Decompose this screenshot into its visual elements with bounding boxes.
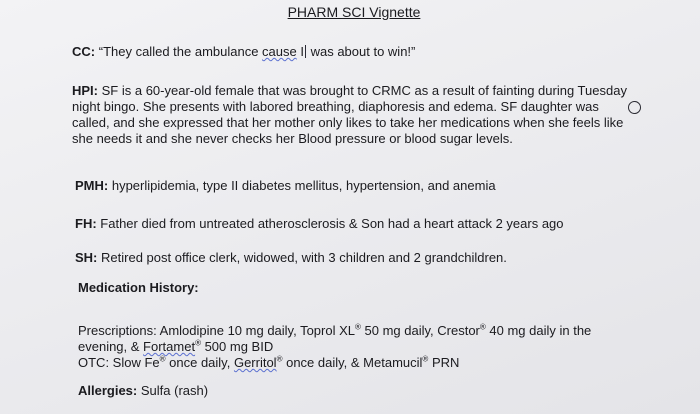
allergies-section — [78, 383, 208, 399]
hpi-line-1: SF is a 60-year-old female that was brought to CRMC as a result of fainting during Tuesday — [101, 83, 627, 98]
sh-text: Retired post office clerk, widowed, with 3 children and 2 grandchildren. — [101, 250, 507, 265]
hpi-line-2: night bingo. She presents with labored breathing, diaphoresis and edema. SF daughter was — [72, 99, 599, 114]
pmh-section — [75, 178, 496, 194]
otc-c: once daily, & Metamucil — [282, 355, 423, 370]
rx-line2-b: 500 mg BID — [200, 339, 274, 354]
allergies-label: Allergies: — [78, 383, 138, 398]
allergies-text: Sulfa (rash) — [140, 383, 209, 398]
rx-line2-a: evening, & — [78, 339, 144, 354]
radio-circle-icon[interactable] — [628, 101, 641, 114]
hpi-line-3: called, and she expressed that her mother only likes to take her medications when she feels like — [72, 115, 624, 130]
cc-text-mid: I — [296, 44, 304, 59]
page-title: PHARM SCI Vignette — [287, 4, 421, 20]
cc-text-after: was about to win!” — [306, 44, 416, 59]
fortamet-word: Fortamet — [143, 339, 196, 354]
sh-label: SH: — [75, 250, 98, 265]
chief-complaint — [72, 44, 415, 60]
reg-mark: ® — [422, 354, 429, 364]
fh-section — [75, 216, 564, 232]
pmh-text: hyperlipidemia, type II diabetes mellitus, hypertension, and anemia — [111, 178, 496, 193]
medication-history-heading: Medication History: — [78, 280, 199, 295]
reg-mark: ® — [355, 322, 361, 332]
fh-label: FH: — [75, 216, 97, 231]
rx-line1-b: 50 mg daily, Crestor — [360, 323, 480, 338]
sh-section — [75, 250, 507, 266]
rx-line1-a: Prescriptions: Amlodipine 10 mg daily, Toprol XL — [78, 323, 355, 338]
otc-d: PRN — [428, 355, 460, 370]
pmh-label: PMH: — [75, 178, 109, 193]
gerritol-word: Gerritol — [233, 355, 277, 370]
reg-mark: ® — [195, 338, 201, 348]
reg-mark: ® — [479, 322, 486, 332]
reg-mark: ® — [276, 354, 283, 364]
prescriptions-section — [78, 323, 591, 371]
otc-b: once daily, — [165, 355, 234, 370]
cc-label: CC: — [72, 44, 96, 59]
text-caret — [305, 45, 306, 58]
cc-text-before: “They called the ambulance — [98, 44, 263, 59]
hpi-section — [72, 83, 627, 147]
fh-text: Father died from untreated atherosclerosis & Son had a heart attack 2 years ago — [100, 216, 564, 231]
otc-a: OTC: Slow Fe — [78, 355, 160, 370]
cc-underlined-word: cause — [262, 44, 297, 59]
reg-mark: ® — [159, 354, 166, 364]
hpi-label: HPI: — [72, 83, 98, 98]
hpi-line-4: she needs it and she never checks her Blood pressure or blood sugar levels. — [72, 131, 513, 146]
rx-line1-c: 40 mg daily in the — [485, 323, 592, 338]
